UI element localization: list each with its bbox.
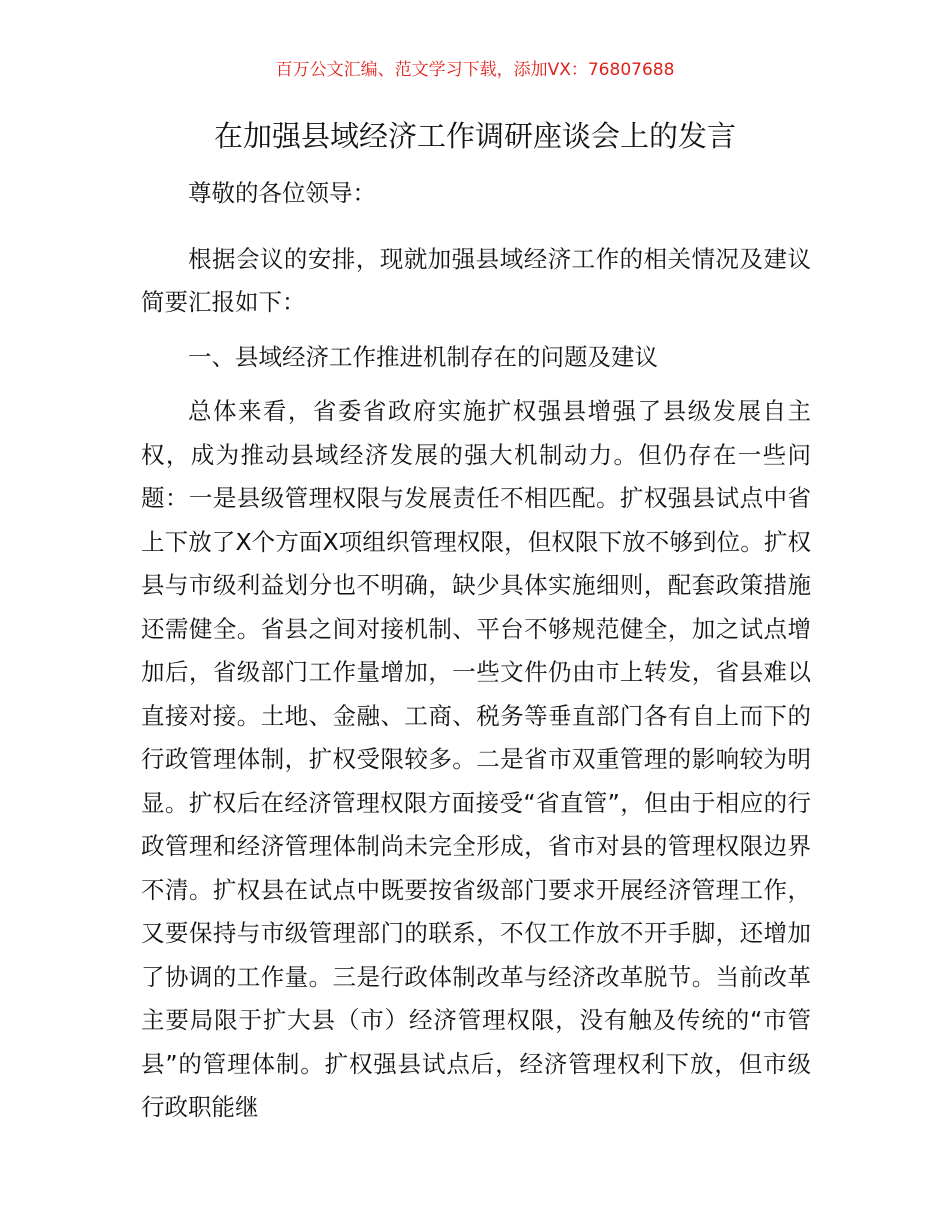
paragraph-intro: 根据会议的安排，现就加强县域经济工作的相关情况及建议简要汇报如下： [141, 244, 811, 316]
paragraph-main: 总体来看，省委省政府实施扩权强县增强了县级发展自主权，成为推动县域经济发展的强大机制动力。但仍存在一些问题：一是县级管理权限与发展责任不相匹配。扩权强县试点中省上下放了X个方面X项组织管理权限，但权限下放不够到位。扩权县与市级利益划分也不明确，缺少具体实施细则，配套政策措施还需健全。省县之间对接机制、平台不够规范健全，加之试点增加后，省级部门工作量增加，一些文件仍由市上转发，省县难以直接对接。土地、金融、工商、税务等垂直部门各有自上而下的行政管理体制，扩权受限较多。二是省市双重管理的影响较为明显。扩权后在经济管理权限方面接受“省直管”，但由于相应的行政管理和经济管理体制尚未完全形成，省市对县的管理权限边界不清。扩权县在试点中既要按省级部门要求开展经济管理工作，又要保持与市级管理部门的联系，不仅工作放不开手脚，还增加了协调的工作量。三是行政体制改革与经济改革脱节。当前改革主要局限于扩大县（市）经济管理权限，没有触及传统的“市管县”的管理体制。扩权强县试点后，经济管理权利下放，但市级行政职能继 [141, 397, 811, 1121]
section-heading: 一、县域经济工作推进机制存在的问题及建议 [188, 342, 658, 371]
header-watermark-note: 百万公文汇编、范文学习下载，添加VX：76807688 [275, 60, 675, 80]
document-title: 在加强县域经济工作调研座谈会上的发言 [213, 119, 736, 153]
salutation: 尊敬的各位领导： [188, 179, 376, 207]
document-body [141, 172, 811, 1130]
